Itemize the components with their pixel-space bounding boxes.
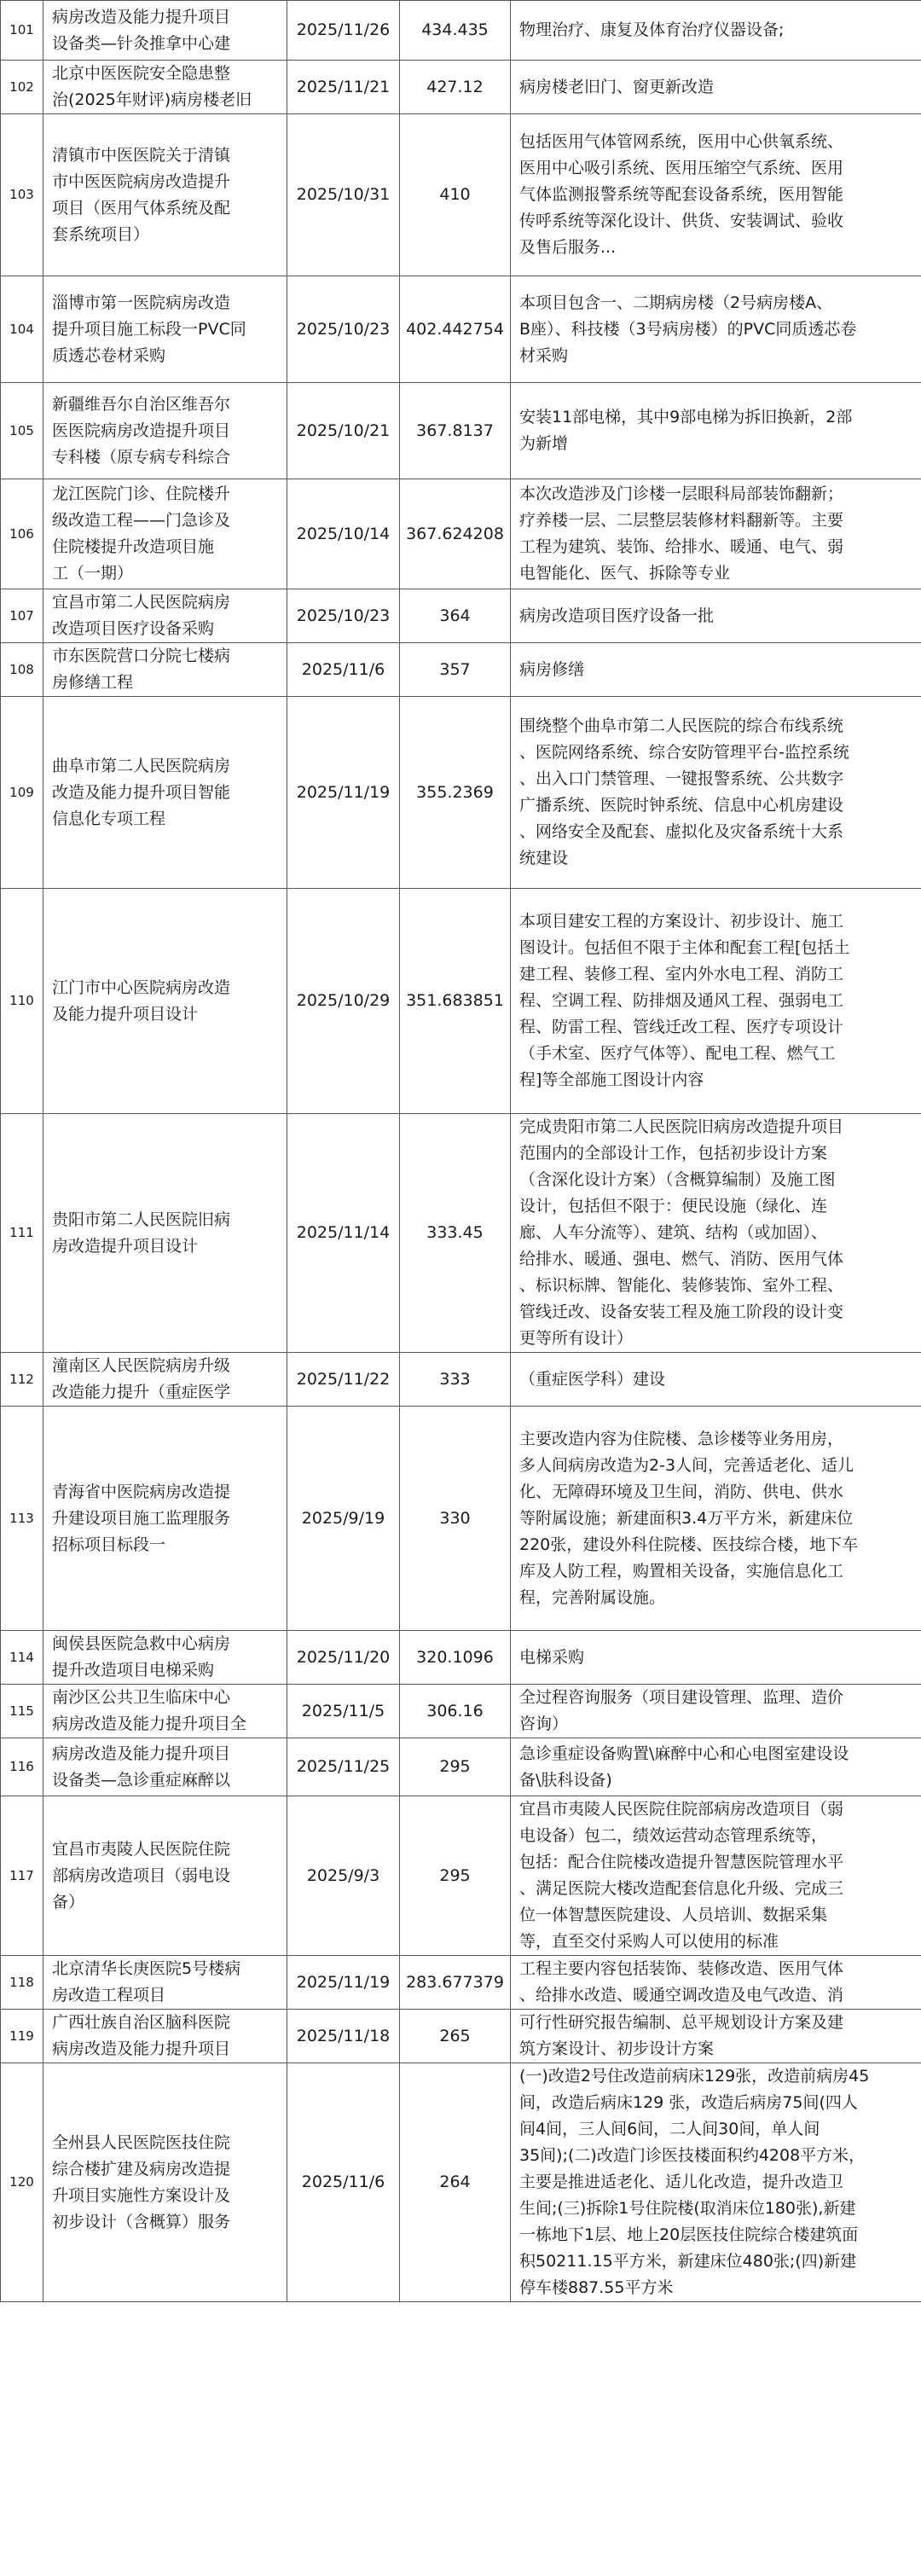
project-name-cell: 市东医院营口分院七楼病 房修缮工程: [43, 643, 287, 697]
amount-cell: 355.2369: [400, 697, 511, 889]
row-number: 110: [1, 889, 43, 1114]
date-cell: 2025/11/21: [287, 61, 400, 114]
description-cell: 病房修缮: [511, 643, 921, 697]
project-name-cell: 曲阜市第二人民医院病房 改造及能力提升项目智能 信息化专项工程: [43, 697, 287, 889]
project-name-cell: 南沙区公共卫生临床中心 病房改造及能力提升项目全: [43, 1685, 287, 1738]
date-cell: 2025/10/14: [287, 479, 400, 589]
amount-cell: 427.12: [400, 61, 511, 114]
table-row: [1, 1685, 921, 1738]
description-cell: 本次改造涉及门诊楼一层眼科局部装饰翻新； 疗养楼一层、二层整层装修材料翻新等。主要 工程为建筑、装饰、给排水、暖通、电气、弱 电智能化、医气、拆除等专业: [511, 479, 921, 589]
description-cell: 急诊重症设备购置\麻醉中心和心电图室建设设 备\肤科设备): [511, 1738, 921, 1796]
row-number: 114: [1, 1631, 43, 1685]
amount-cell: 333.45: [400, 1114, 511, 1353]
table-row: [1, 383, 921, 479]
description-cell: 主要改造内容为住院楼、急诊楼等业务用房， 多人间病房改造为2-3人间，完善适老化、适儿 化、无障碍环境及卫生间，消防、供电、供水 等附属设施；新建面积3.4万平方米，新建床位 220张，建设外科住院楼、医技综合楼，地下车 库及人防工程，购置相关设备，实施信息化工 程，完善附属设施。: [511, 1407, 921, 1631]
amount-cell: 402.442754: [400, 276, 511, 383]
table-row: [1, 479, 921, 589]
description-cell: （重症医学科）建设: [511, 1353, 921, 1407]
date-cell: 2025/11/26: [287, 1, 400, 61]
description-cell: 本项目包含一、二期病房楼（2号病房楼A、 B座）、科技楼（3号病房楼）的PVC同质透芯卷 材采购: [511, 276, 921, 383]
row-number: 104: [1, 276, 43, 383]
table-row: [1, 1, 921, 61]
project-name-cell: 全州县人民医院医技住院 综合楼扩建及病房改造提 升项目实施性方案设计及 初步设计（含概算）服务: [43, 2063, 287, 2302]
description-cell: 电梯采购: [511, 1631, 921, 1685]
date-cell: 2025/10/23: [287, 276, 400, 383]
table-row: [1, 114, 921, 276]
date-cell: 2025/11/19: [287, 697, 400, 889]
amount-cell: 265: [400, 2010, 511, 2063]
description-cell: 工程主要内容包括装饰、装修改造、医用气体 、给排水改造、暖通空调改造及电气改造、消: [511, 1956, 921, 2010]
row-number: 112: [1, 1353, 43, 1407]
amount-cell: 333: [400, 1353, 511, 1407]
date-cell: 2025/11/25: [287, 1738, 400, 1796]
table-row: [1, 1114, 921, 1353]
project-name-cell: 新疆维吾尔自治区维吾尔 医医院病房改造提升项目 专科楼（原专病专科综合: [43, 383, 287, 479]
table-row: [1, 1407, 921, 1631]
description-cell: 本项目建安工程的方案设计、初步设计、施工 图设计。包括但不限于主体和配套工程[包括土 建工程、装修工程、室内外水电工程、消防工 程、空调工程、防排烟及通风工程、强弱电工 程、防雷工程、管线迁改工程、医疗专项设计 （手术室、医疗气体等）、配电工程、燃气工 程]等全部施工图设计内容: [511, 889, 921, 1114]
date-cell: 2025/11/20: [287, 1631, 400, 1685]
row-number: 111: [1, 1114, 43, 1353]
description-cell: 包括医用气体管网系统，医用中心供氧系统、 医用中心吸引系统、医用压缩空气系统、医用 气体监测报警系统等配套设备系统，医用智能 传呼系统等深化设计、供货、安装调试、验收 及售后服务...: [511, 114, 921, 276]
row-number: 120: [1, 2063, 43, 2302]
date-cell: 2025/11/19: [287, 1956, 400, 2010]
row-number: 106: [1, 479, 43, 589]
date-cell: 2025/11/5: [287, 1685, 400, 1738]
description-cell: 完成贵阳市第二人民医院旧病房改造提升项目 范围内的全部设计工作，包括初步设计方案 （含深化设计方案）（含概算编制）及施工图 设计，包括但不限于：便民设施（绿化、连 廊、人车分流等）、建筑、结构（或加固）、 给排水、暖通、强电、燃气、消防、医用气体 、标识标牌、智能化、装修装饰、室外工程、 管线迁改、设备安装工程及施工阶段的设计变 更等所有设计）: [511, 1114, 921, 1353]
date-cell: 2025/10/31: [287, 114, 400, 276]
row-number: 103: [1, 114, 43, 276]
date-cell: 2025/10/29: [287, 889, 400, 1114]
row-number: 118: [1, 1956, 43, 2010]
project-name-cell: 青海省中医院病房改造提 升建设项目施工监理服务 招标项目标段一: [43, 1407, 287, 1631]
table-row: [1, 61, 921, 114]
date-cell: 2025/11/18: [287, 2010, 400, 2063]
row-number: 116: [1, 1738, 43, 1796]
row-number: 109: [1, 697, 43, 889]
row-number: 107: [1, 589, 43, 643]
project-name-cell: 宜昌市第二人民医院病房 改造项目医疗设备采购: [43, 589, 287, 643]
amount-cell: 364: [400, 589, 511, 643]
amount-cell: 295: [400, 1738, 511, 1796]
amount-cell: 330: [400, 1407, 511, 1631]
table-row: [1, 589, 921, 643]
table-row: [1, 276, 921, 383]
project-name-cell: 宜昌市夷陵人民医院住院 部病房改造项目（弱电设 备）: [43, 1796, 287, 1956]
project-name-cell: 江门市中心医院病房改造 及能力提升项目设计: [43, 889, 287, 1114]
description-cell: 可行性研究报告编制、总平规划设计方案及建 筑方案设计、初步设计方案: [511, 2010, 921, 2063]
amount-cell: 295: [400, 1796, 511, 1956]
table-row: [1, 643, 921, 697]
description-cell: 全过程咨询服务（项目建设管理、监理、造价 咨询）: [511, 1685, 921, 1738]
description-cell: 安装11部电梯，其中9部电梯为拆旧换新，2部 为新增: [511, 383, 921, 479]
row-number: 105: [1, 383, 43, 479]
description-cell: 物理治疗、康复及体育治疗仪器设备;: [511, 1, 921, 61]
row-number: 117: [1, 1796, 43, 1956]
amount-cell: 306.16: [400, 1685, 511, 1738]
table-row: [1, 1796, 921, 1956]
amount-cell: 351.683851: [400, 889, 511, 1114]
date-cell: 2025/9/19: [287, 1407, 400, 1631]
table-row: [1, 889, 921, 1114]
date-cell: 2025/10/21: [287, 383, 400, 479]
amount-cell: 410: [400, 114, 511, 276]
row-number: 119: [1, 2010, 43, 2063]
date-cell: 2025/11/6: [287, 2063, 400, 2302]
amount-cell: 367.624208: [400, 479, 511, 589]
description-cell: 病房楼老旧门、窗更新改造: [511, 61, 921, 114]
amount-cell: 434.435: [400, 1, 511, 61]
project-name-cell: 病房改造及能力提升项目 设备类—针灸推拿中心建: [43, 1, 287, 61]
date-cell: 2025/11/6: [287, 643, 400, 697]
row-number: 108: [1, 643, 43, 697]
project-name-cell: 淄博市第一医院病房改造 提升项目施工标段一PVC同 质透芯卷材采购: [43, 276, 287, 383]
description-cell: 病房改造项目医疗设备一批: [511, 589, 921, 643]
row-number: 102: [1, 61, 43, 114]
row-number: 115: [1, 1685, 43, 1738]
row-number: 101: [1, 1, 43, 61]
description-cell: 宜昌市夷陵人民医院住院部病房改造项目（弱 电设备）包二，绩效运营动态管理系统等， 包括：配合住院楼改造提升智慧医院管理水平 、满足医院大楼改造配套信息化升级、完成三 位一体智慧医院建设、人员培训、数据采集 等，直至交付采购人可以使用的标准: [511, 1796, 921, 1956]
project-name-cell: 清镇市中医医院关于清镇 市中医医院病房改造提升 项目（医用气体系统及配 套系统项目）: [43, 114, 287, 276]
row-number: 113: [1, 1407, 43, 1631]
project-name-cell: 闽侯县医院急救中心病房 提升改造项目电梯采购: [43, 1631, 287, 1685]
project-name-cell: 广西壮族自治区脑科医院 病房改造及能力提升项目: [43, 2010, 287, 2063]
amount-cell: 320.1096: [400, 1631, 511, 1685]
table-row: [1, 1738, 921, 1796]
amount-cell: 357: [400, 643, 511, 697]
project-name-cell: 龙江医院门诊、住院楼升 级改造工程——门急诊及 住院楼提升改造项目施 工（一期）: [43, 479, 287, 589]
amount-cell: 283.677379: [400, 1956, 511, 2010]
project-name-cell: 贵阳市第二人民医院旧病 房改造提升项目设计: [43, 1114, 287, 1353]
project-name-cell: 北京清华长庚医院5号楼病 房改造工程项目: [43, 1956, 287, 2010]
amount-cell: 367.8137: [400, 383, 511, 479]
description-cell: (一)改造2号住改造前病床129张，改造前病房45 间，改造后病床129 张，改造后病房75间(四人 间4间，三人间6间，二人间30间，单人间 35间);(二)改造门诊医技楼面积约4208平方米， 主要是推进适老化、适儿化改造，提升改造卫 生间;(三)拆除1号住院楼(取消床位180张),新建 一栋地下1层、地上20层医技住院综合楼建筑面 积50211.15平方米，新建床位480张;(四)新建 停车楼887.55平方米: [511, 2063, 921, 2302]
project-name-cell: 潼南区人民医院病房升级 改造能力提升（重症医学: [43, 1353, 287, 1407]
table-row: [1, 1353, 921, 1407]
date-cell: 2025/9/3: [287, 1796, 400, 1956]
date-cell: 2025/10/23: [287, 589, 400, 643]
table-row: [1, 2010, 921, 2063]
table-row: [1, 1956, 921, 2010]
table-row: [1, 2063, 921, 2302]
date-cell: 2025/11/22: [287, 1353, 400, 1407]
project-name-cell: 北京中医医院安全隐患整 治(2025年财评)病房楼老旧: [43, 61, 287, 114]
amount-cell: 264: [400, 2063, 511, 2302]
date-cell: 2025/11/14: [287, 1114, 400, 1353]
table-row: [1, 697, 921, 889]
description-cell: 围绕整个曲阜市第二人民医院的综合布线系统 、医院网络系统、综合安防管理平台-监控系统 、出入口门禁管理、一键报警系统、公共数字 广播系统、医院时钟系统、信息中心机房建设 、网络安全及配套、虚拟化及灾备系统十大系 统建设: [511, 697, 921, 889]
project-name-cell: 病房改造及能力提升项目 设备类—急诊重症麻醉以: [43, 1738, 287, 1796]
table-row: [1, 1631, 921, 1685]
